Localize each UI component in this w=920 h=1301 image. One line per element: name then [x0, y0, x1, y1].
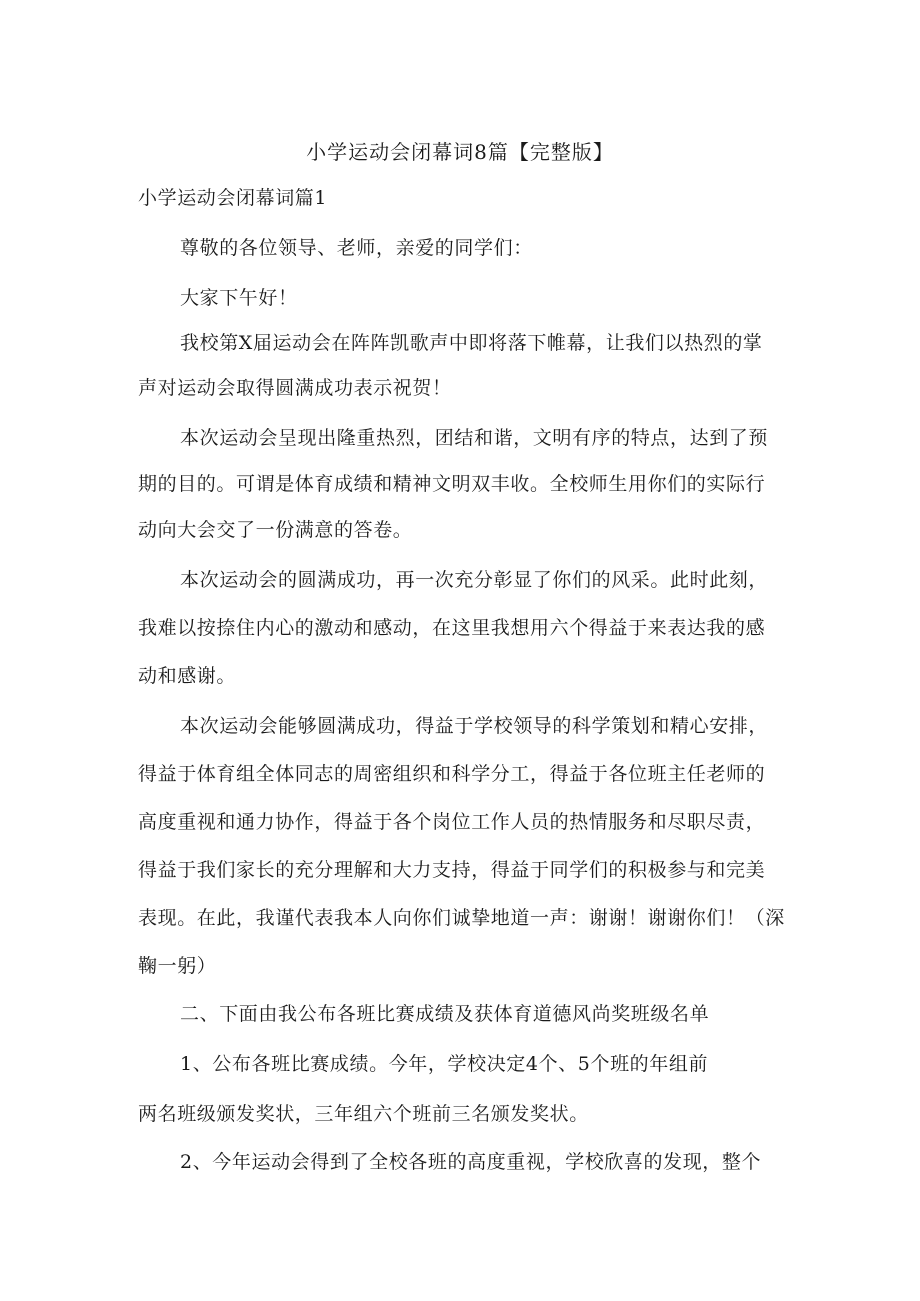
- paragraph-line: 得益于我们家长的充分理解和大力支持，得益于同学们的积极参与和完美: [138, 859, 766, 881]
- paragraph-line: 声对运动会取得圆满成功表示祝贺！: [138, 377, 452, 399]
- paragraph-line: 表现。在此，我谨代表我本人向你们诚挚地道一声：谢谢！谢谢你们！（深: [138, 907, 785, 929]
- paragraph-line: 期的目的。可谓是体育成绩和精神文明双丰收。全校师生用你们的实际行: [138, 473, 766, 495]
- paragraph-line: 动向大会交了一份满意的答卷。: [138, 519, 413, 541]
- salutation: 尊敬的各位领导、老师，亲爱的同学们：: [180, 237, 533, 259]
- paragraph-line: 本次运动会能够圆满成功，得益于学校领导的科学策划和精心安排，: [180, 715, 769, 737]
- paragraph-line: 得益于体育组全体同志的周密组织和科学分工，得益于各位班主任老师的: [138, 763, 766, 785]
- section-heading: 二、下面由我公布各班比赛成绩及获体育道德风尚奖班级名单: [180, 1003, 710, 1025]
- paragraph-line: 我校第X届运动会在阵阵凯歌声中即将落下帷幕，让我们以热烈的掌: [180, 332, 763, 354]
- section-heading: 小学运动会闭幕词篇1: [138, 187, 328, 209]
- paragraph-line: 本次运动会呈现出隆重热烈，团结和谐，文明有序的特点，达到了预: [180, 427, 769, 449]
- paragraph-line: 1、公布各班比赛成绩。今年，学校决定4个、5个班的年组前: [180, 1053, 709, 1075]
- paragraph-line: 本次运动会的圆满成功，再一次充分彰显了你们的风采。此时此刻，: [180, 569, 769, 591]
- paragraph-line: 我难以按捺住内心的激动和感动，在这里我想用六个得益于来表达我的感: [138, 617, 766, 639]
- paragraph-line: 两名班级颁发奖状，三年组六个班前三名颁发奖状。: [138, 1103, 589, 1125]
- paragraph-line: 动和感谢。: [138, 665, 237, 687]
- paragraph-line: 高度重视和通力协作，得益于各个岗位工作人员的热情服务和尽职尽责，: [138, 811, 766, 833]
- greeting: 大家下午好！: [180, 287, 298, 309]
- document-title: 小学运动会闭幕词8篇【完整版】: [306, 140, 614, 164]
- paragraph-line: 鞠一躬）: [138, 955, 217, 977]
- paragraph-line: 2、今年运动会得到了全校各班的高度重视，学校欣喜的发现，整个: [180, 1151, 762, 1173]
